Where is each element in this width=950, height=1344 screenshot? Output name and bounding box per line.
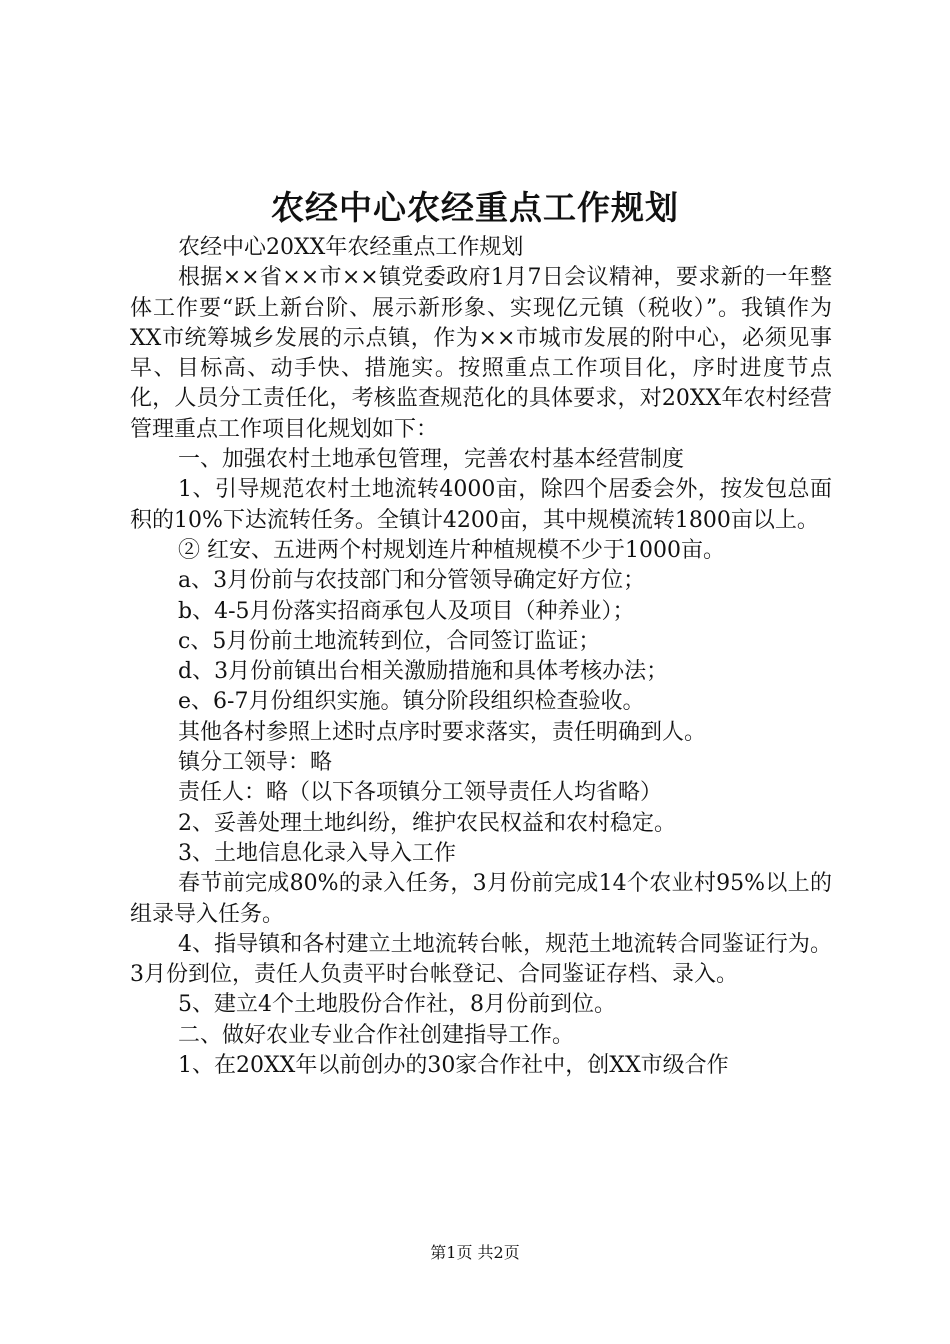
paragraph: 1、引导规范农村土地流转4000亩，除四个居委会外，按发包总面积的10%下达流转任务。全镇计4200亩，其中规模流转1800亩以上。 xyxy=(130,477,832,533)
page-footer: 第1页 共2页 xyxy=(430,1243,520,1262)
list-item: a、3月份前与农技部门和分管领导确定好方位； xyxy=(178,568,646,594)
paragraph: 镇分工领导：略 xyxy=(178,750,333,776)
document-body xyxy=(130,233,832,1081)
paragraph: 5、建立4个土地股份合作社，8月份前到位。 xyxy=(178,992,616,1018)
section-heading: 二、做好农业专业合作社创建指导工作。 xyxy=(178,1022,575,1048)
paragraph: 2、妥善处理土地纠纷，维护农民权益和农村稳定。 xyxy=(178,810,676,836)
list-item: d、3月份前镇出台相关激励措施和具体考核办法； xyxy=(178,659,669,685)
paragraph: 其他各村参照上述时点序时要求落实，责任明确到人。 xyxy=(178,719,707,745)
section-heading: 一、加强农村土地承包管理，完善农村基本经营制度 xyxy=(178,447,685,473)
paragraph: 1、在20XX年以前创办的30家合作社中，创XX市级合作 xyxy=(178,1053,729,1079)
paragraph: ② 红安、五进两个村规划连片种植规模不少于1000亩。 xyxy=(178,537,725,563)
list-item: b、4-5月份落实招商承包人及项目（种养业）； xyxy=(178,598,635,624)
paragraph: 4、指导镇和各村建立土地流转台帐，规范土地流转合同鉴证行为。3月份到位，责任人负责平时台帐登记、合同鉴证存档、录入。 xyxy=(130,931,832,988)
paragraph: 3、土地信息化录入导入工作 xyxy=(178,840,456,866)
paragraph: 春节前完成80%的录入任务，3月份前完成14个农业村95%以上的组录导入任务。 xyxy=(130,871,832,927)
paragraph: 根据××省××市××镇党委政府1月7日会议精神，要求新的一年整体工作要“跃上新台阶、展示新形象、实现亿元镇（税收）”。我镇作为XX市统筹城乡发展的示点镇，作为××市城市发展的附中心，必须见事早、目标高、动手快、措施实。按照重点工作项目化，序时进度节点化，人员分工责任化，考核监查规范化的具体要求，对20XX年农村经营管理重点工作项目化规划如下： xyxy=(130,265,832,442)
list-item: e、6-7月份组织实施。镇分阶段组织检查验收。 xyxy=(178,689,645,715)
list-item: c、5月份前土地流转到位，合同签订监证； xyxy=(178,628,601,654)
paragraph: 责任人：略（以下各项镇分工领导责任人均省略） xyxy=(178,780,663,806)
paragraph: 农经中心20XX年农经重点工作规划 xyxy=(178,235,524,260)
document-title: 农经中心农经重点工作规划 xyxy=(271,188,679,227)
